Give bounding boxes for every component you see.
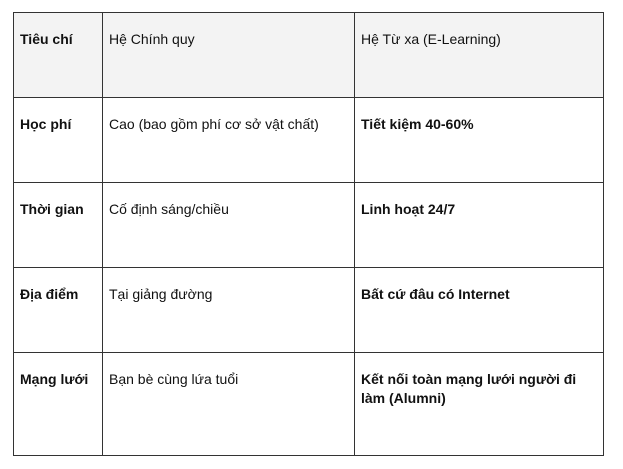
cell-regular-time: Cố định sáng/chiều — [103, 183, 355, 268]
row-label-location: Địa điểm — [14, 268, 103, 353]
header-regular-program: Hệ Chính quy — [103, 13, 355, 98]
cell-distance-tuition: Tiết kiệm 40-60% — [355, 98, 604, 183]
table-row — [14, 183, 604, 268]
row-label-time: Thời gian — [14, 183, 103, 268]
cell-regular-location: Tại giảng đường — [103, 268, 355, 353]
comparison-table — [13, 12, 604, 456]
cell-regular-network: Bạn bè cùng lứa tuổi — [103, 353, 355, 456]
cell-regular-tuition: Cao (bao gồm phí cơ sở vật chất) — [103, 98, 355, 183]
table-header-row — [14, 13, 604, 98]
cell-distance-network: Kết nối toàn mạng lưới người đi làm (Alumni) — [355, 353, 604, 456]
table-row — [14, 353, 604, 456]
table-row — [14, 98, 604, 183]
comparison-table-container — [13, 12, 604, 456]
row-label-network: Mạng lưới — [14, 353, 103, 456]
table-row — [14, 268, 604, 353]
cell-distance-location: Bất cứ đâu có Internet — [355, 268, 604, 353]
cell-distance-time: Linh hoạt 24/7 — [355, 183, 604, 268]
header-criteria: Tiêu chí — [14, 13, 103, 98]
row-label-tuition: Học phí — [14, 98, 103, 183]
header-distance-program: Hệ Từ xa (E-Learning) — [355, 13, 604, 98]
